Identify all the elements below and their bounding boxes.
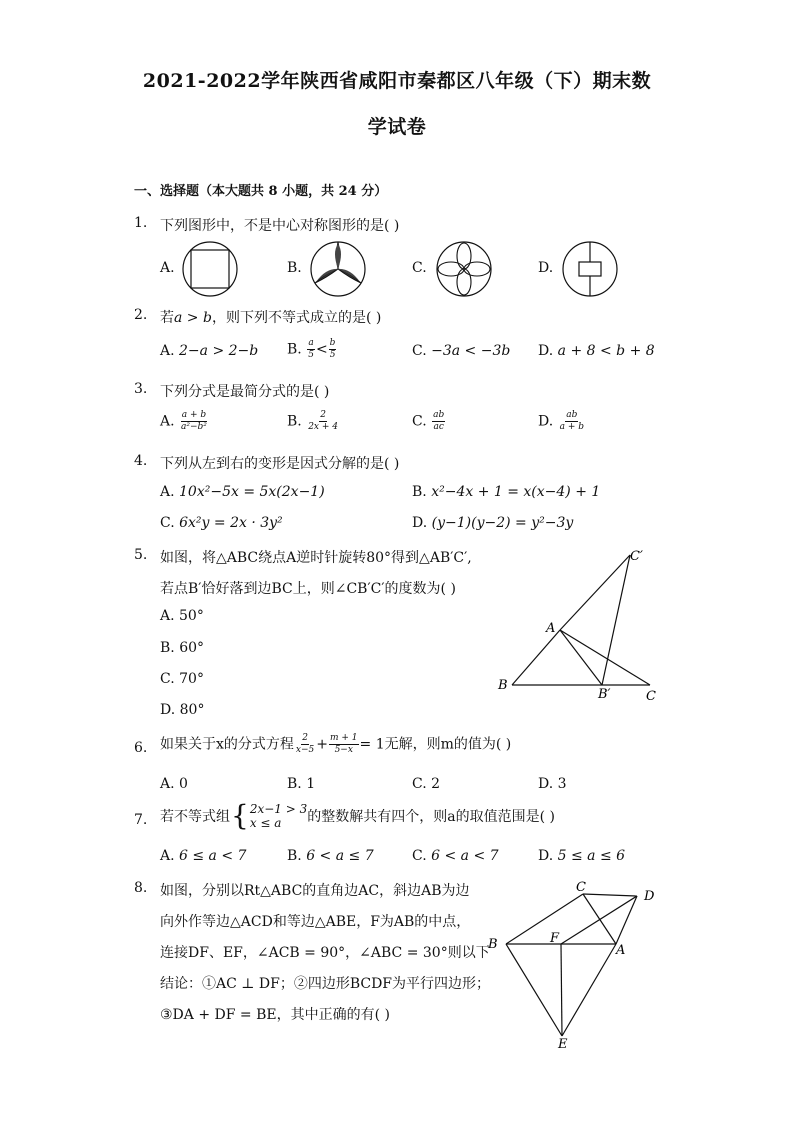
option-c: C. 6 < a < 7: [412, 848, 499, 864]
section-heading: 一、选择题（本大题共 8 小题，共 24 分）: [134, 184, 388, 199]
option-label: A.: [160, 260, 175, 276]
question-number: 7.: [134, 812, 148, 828]
option-b: B. 1: [287, 776, 316, 792]
option-a: A. 2−a > 2−b: [160, 343, 259, 359]
equilateral-triangles-figure: [484, 876, 664, 1056]
question-stem-line1: 如图，将△ABC绕点A逆时针旋转80°得到△AB′C′,: [160, 550, 472, 566]
point-label-c: C: [576, 880, 586, 895]
option-d: D. 5 ≤ a ≤ 6: [538, 848, 626, 864]
point-label-b: B: [498, 678, 508, 693]
question-number: 1.: [134, 215, 148, 231]
option-a: A. 0: [160, 776, 188, 792]
option-b: B. x²−4x + 1 = x(x−4) + 1: [412, 484, 601, 500]
option-c: C. 6x²y = 2x · 3y²: [160, 515, 283, 531]
point-label-f: F: [550, 931, 560, 946]
option-d: D. a + 8 < b + 8: [538, 343, 655, 359]
option-label: D.: [538, 260, 554, 276]
point-label-a: A: [616, 943, 626, 958]
question-stem: 下列从左到右的变形是因式分解的是( ): [160, 456, 400, 472]
question-stem-line3: 连接DF、EF，∠ACB = 90°，∠ABC = 30°则以下: [160, 945, 490, 961]
option-label: C.: [412, 260, 427, 276]
question-number: 2.: [134, 307, 148, 323]
option-b: B. 6 < a ≤ 7: [287, 848, 374, 864]
option-c: C. 70°: [160, 671, 204, 687]
question-number: 5.: [134, 547, 148, 563]
option-a: A. 50°: [160, 608, 204, 624]
question-stem-line1: 如图，分别以Rt△ABC的直角边AC，斜边AB为边: [160, 883, 470, 899]
option-d: D. (y−1)(y−2) = y²−3y: [412, 515, 574, 531]
point-label-c: C: [646, 689, 656, 704]
figure-circle-trefoil: [306, 240, 370, 300]
option-c: C. −3a < −3b: [412, 343, 511, 359]
point-label-b: B: [488, 937, 498, 952]
option-a: A. 10x²−5x = 5x(2x−1): [160, 484, 325, 500]
option-d: D. 80°: [160, 702, 205, 718]
question-stem: 若不等式组 { 2x−1 > 3 x ≤ a 的整数解共有四个，则a的取值范围是( ): [160, 799, 555, 832]
point-label-e: E: [558, 1037, 568, 1052]
option-c: C. 2: [412, 776, 441, 792]
triangle-rotation-figure: [490, 540, 670, 710]
question-number: 4.: [134, 453, 148, 469]
option-d: D. 3: [538, 776, 567, 792]
question-stem: 如果关于x的分式方程 $\frac{2}{x-5}$ + $\frac{m + 1}{5-x}$ = 1无解，则m的值为( ): [160, 733, 512, 755]
question-stem-line2: 若点B′恰好落到边BC上，则∠CB′C′的度数为( ): [160, 581, 456, 597]
option-b: B. 60°: [160, 640, 205, 656]
question-stem-line5: ③DA + DF = BE，其中正确的有( ): [160, 1007, 390, 1023]
point-label-b-prime: B′: [598, 687, 611, 702]
option-b: B. $\frac{a}{5}$ < $\frac{b}{5}$: [287, 338, 336, 360]
option-c: C. $\frac{ab}{ac}$: [412, 410, 445, 432]
figure-circle-square: [180, 240, 244, 300]
page-title: 2021-2022学年陕西省咸阳市秦都区八年级（下）期末数: [142, 70, 652, 92]
point-label-a: A: [546, 621, 556, 636]
option-a: A. $\frac{a + b}{\text{a²−b²}}$: [160, 410, 207, 432]
question-number: 8.: [134, 880, 148, 896]
option-label: B.: [287, 260, 302, 276]
question-number: 3.: [134, 381, 148, 397]
page-title-continued: 学试卷: [367, 116, 427, 138]
option-a: A. 6 ≤ a < 7: [160, 848, 247, 864]
question-stem-line2: 向外作等边△ACD和等边△ABE，F为AB的中点，: [160, 914, 471, 930]
point-label-c-prime: C′: [630, 549, 643, 564]
question-stem-line4: 结论：①AC ⊥ DF；②四边形BCDF为平行四边形；: [160, 976, 491, 992]
question-stem: 若a > b，则下列不等式成立的是( ): [160, 310, 382, 326]
option-d: D. $\frac{ab}{a + b}$: [538, 410, 585, 432]
question-stem: 下列分式是最简分式的是( ): [160, 384, 330, 400]
option-b: B. $\frac{2}{2x + 4}$: [287, 410, 338, 432]
point-label-d: D: [644, 889, 655, 904]
question-stem: 下列图形中，不是中心对称图形的是( ): [160, 218, 400, 234]
figure-circle-rect-lines: [560, 240, 624, 300]
figure-circle-petals: [432, 240, 496, 300]
question-number: 6.: [134, 740, 148, 756]
